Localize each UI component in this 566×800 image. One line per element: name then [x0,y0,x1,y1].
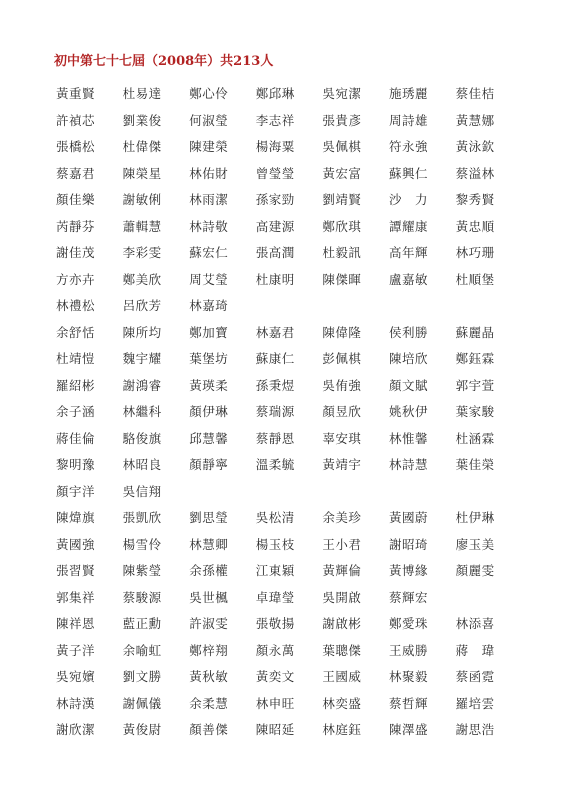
student-name: 林聚毅 [388,669,428,685]
student-name: 黃慧娜 [455,112,495,128]
student-name: 許禎芯 [56,112,96,128]
student-name: 林雨潔 [189,192,229,208]
name-row [56,716,526,743]
student-name: 陳培欣 [388,351,428,367]
student-name: 顏佳樂 [56,192,96,208]
student-name: 蘇宏仁 [189,245,229,261]
student-name: 林昭良 [122,457,162,473]
student-name: 黃博緣 [388,563,428,579]
name-row [56,80,526,107]
student-name: 施琇麗 [388,86,428,102]
student-name: 黃宏富 [322,165,362,181]
name-row [56,319,526,346]
name-row [56,345,526,372]
student-name: 林慧卿 [189,536,229,552]
student-name: 林繼科 [122,404,162,420]
student-name: 蔡瑞源 [255,404,295,420]
student-name: 杜伊琳 [455,510,495,526]
name-row [56,425,526,452]
student-name: 顏文賦 [388,377,428,393]
student-name: 辜安琪 [322,430,362,446]
student-name: 謝欣潔 [56,722,96,738]
name-row [56,531,526,558]
student-name: 顏伊琳 [189,404,229,420]
student-name: 蔡溢林 [455,165,495,181]
student-name: 楊雪伶 [122,536,162,552]
student-name: 謝敏俐 [122,192,162,208]
student-name: 孫家勁 [255,192,295,208]
student-name: 顏靜寧 [189,457,229,473]
student-name: 林添喜 [455,616,495,632]
student-name: 黃國強 [56,536,96,552]
student-name: 蘇康仁 [255,351,295,367]
student-name: 張凱欣 [122,510,162,526]
student-name: 林巧珊 [455,245,495,261]
student-name: 葉聰傑 [322,642,362,658]
student-name: 吳宛潔 [322,86,362,102]
name-row [56,160,526,187]
student-name: 陳澤盛 [388,722,428,738]
student-name: 周艾瑩 [189,271,229,287]
name-group [56,319,526,505]
student-name: 陳紫瑩 [122,563,162,579]
student-name: 余孫權 [189,563,229,579]
student-name: 鄭心伶 [189,86,229,102]
student-name: 林嘉君 [255,324,295,340]
student-name: 黃重賢 [56,86,96,102]
student-name: 蔡嘉君 [56,165,96,181]
name-row [56,690,526,717]
student-name: 藍正勳 [122,616,162,632]
student-name: 李彩雯 [122,245,162,261]
student-name: 杜涵霖 [455,430,495,446]
student-name: 顏麗雯 [455,563,495,579]
student-name: 譚耀康 [388,218,428,234]
student-name: 魏宇耀 [122,351,162,367]
student-name: 陳偉隆 [322,324,362,340]
name-row [56,451,526,478]
student-name: 謝鴻睿 [122,377,162,393]
student-name: 姚秋伊 [388,404,428,420]
student-name: 張敬揚 [255,616,295,632]
student-name: 鄭梓翔 [189,642,229,658]
name-row [56,478,526,505]
name-row [56,133,526,160]
student-name: 林申旺 [255,695,295,711]
student-name: 溫柔毓 [255,457,295,473]
student-name: 陳榮星 [122,165,162,181]
student-name: 鄭鈺霖 [455,351,495,367]
student-name: 黎明豫 [56,457,96,473]
name-group [56,80,526,319]
student-name: 黃忠順 [455,218,495,234]
student-name: 余舒恬 [56,324,96,340]
student-name: 蔡哲輝 [388,695,428,711]
student-name: 杜靖愷 [56,351,96,367]
student-name: 蘇麗晶 [455,324,495,340]
student-name: 張橋松 [56,139,96,155]
student-name: 何淑瑩 [189,112,229,128]
name-row [56,372,526,399]
student-name: 杜毅訊 [322,245,362,261]
student-name: 劉業俊 [122,112,162,128]
student-name: 顏宇洋 [56,483,96,499]
student-name: 方亦卉 [56,271,96,287]
student-name: 符永強 [388,139,428,155]
student-name: 蔣佳倫 [56,430,96,446]
student-name: 鄭加寶 [189,324,229,340]
student-name: 余美珍 [322,510,362,526]
student-name: 林詩漢 [56,695,96,711]
student-name: 吳信翔 [122,483,162,499]
student-name: 黃瑛柔 [189,377,229,393]
student-name: 吳開啟 [322,589,362,605]
student-name: 周詩雄 [388,112,428,128]
student-name: 李志祥 [255,112,295,128]
student-name: 黎秀賢 [455,192,495,208]
student-name: 蔡靜恩 [255,430,295,446]
student-name: 吳侑強 [322,377,362,393]
name-row [56,186,526,213]
name-row [56,557,526,584]
student-name: 杜偉傑 [122,139,162,155]
student-name: 林惟馨 [388,430,428,446]
student-name: 林詩敬 [189,218,229,234]
student-name: 卓瑋瑩 [255,589,295,605]
student-name: 蘇興仁 [388,165,428,181]
student-name: 林嘉琦 [189,298,229,314]
student-name: 黃輝倫 [322,563,362,579]
student-name: 顏善傑 [189,722,229,738]
student-name: 陳建榮 [189,139,229,155]
student-name: 余子涵 [56,404,96,420]
student-name: 鄭美欣 [122,271,162,287]
student-name: 鄭欣琪 [322,218,362,234]
student-name: 林佑財 [189,165,229,181]
page-title: 初中第七十七屆（2008年）共213人 [54,54,274,69]
student-name: 黃國蔚 [388,510,428,526]
student-name: 黃俊尉 [122,722,162,738]
student-name: 余喻虹 [122,642,162,658]
student-name: 林禮松 [56,298,96,314]
student-name: 邱慧馨 [189,430,229,446]
student-name: 呂欣芳 [122,298,162,314]
student-name: 高年輝 [388,245,428,261]
student-name: 顏永萬 [255,642,295,658]
student-name: 楊玉枝 [255,536,295,552]
student-name: 江東穎 [255,563,295,579]
name-row [56,584,526,611]
student-name: 吳松清 [255,510,295,526]
name-row [56,107,526,134]
student-name: 陳煒旗 [56,510,96,526]
student-name: 黃子洋 [56,642,96,658]
student-name: 蕭輯慧 [122,218,162,234]
student-name: 杜順堡 [455,271,495,287]
student-name: 蔣 瑋 [455,642,495,658]
student-name: 蔡函霓 [455,669,495,685]
student-name: 羅紹彬 [56,377,96,393]
student-name: 彭佩棋 [322,351,362,367]
student-name: 郭集祥 [56,589,96,605]
student-name: 謝啟彬 [322,616,362,632]
student-name: 劉靖賢 [322,192,362,208]
student-name: 黃秋敏 [189,669,229,685]
name-row [56,504,526,531]
name-row [56,239,526,266]
student-name: 謝佳茂 [56,245,96,261]
student-name: 鄭愛珠 [388,616,428,632]
student-name: 杜康明 [255,271,295,287]
student-name: 葉堡坊 [189,351,229,367]
student-name: 曾瑩瑩 [255,165,295,181]
student-name: 駱俊旗 [122,430,162,446]
name-row [56,398,526,425]
student-name: 吳世楓 [189,589,229,605]
student-name: 陳所均 [122,324,162,340]
student-name: 葉家駿 [455,404,495,420]
student-name: 沙 力 [388,192,428,208]
student-name: 羅培雲 [455,695,495,711]
student-name: 林奕盛 [322,695,362,711]
student-name: 張高潤 [255,245,295,261]
student-name: 林庭鈺 [322,722,362,738]
student-name: 盧嘉敏 [388,271,428,287]
student-name: 杜易達 [122,86,162,102]
student-name: 蔡輝宏 [388,589,428,605]
student-name: 陳祥恩 [56,616,96,632]
student-name: 顏昱欣 [322,404,362,420]
name-row [56,610,526,637]
student-name: 侯利勝 [388,324,428,340]
student-name: 陳傑暉 [322,271,362,287]
student-name: 黃泳欽 [455,139,495,155]
name-roster [56,80,526,743]
student-name: 黃靖宇 [322,457,362,473]
student-name: 謝思浩 [455,722,495,738]
student-name: 蔡駿源 [122,589,162,605]
name-group [56,610,526,743]
student-name: 王威勝 [388,642,428,658]
student-name: 黃奕文 [255,669,295,685]
student-name: 劉思瑩 [189,510,229,526]
student-name: 余柔慧 [189,695,229,711]
student-name: 吳佩棋 [322,139,362,155]
student-name: 芮靜芬 [56,218,96,234]
student-name: 謝昭琦 [388,536,428,552]
name-row [56,637,526,664]
student-name: 劉文勝 [122,669,162,685]
name-group [56,504,526,610]
student-name: 郭宇萱 [455,377,495,393]
student-name: 高建源 [255,218,295,234]
student-name: 陳昭延 [255,722,295,738]
name-row [56,213,526,240]
student-name: 謝佩儀 [122,695,162,711]
student-name: 吳宛嬪 [56,669,96,685]
name-row [56,663,526,690]
student-name: 鄭邱琳 [255,86,295,102]
student-name: 葉佳榮 [455,457,495,473]
name-row [56,266,526,293]
student-name: 廖玉美 [455,536,495,552]
student-name: 張習賢 [56,563,96,579]
student-name: 楊海粟 [255,139,295,155]
student-name: 張貴彥 [322,112,362,128]
student-name: 王小君 [322,536,362,552]
student-name: 蔡佳桔 [455,86,495,102]
student-name: 王國威 [322,669,362,685]
student-name: 孫秉煜 [255,377,295,393]
name-row [56,292,526,319]
student-name: 許淑雯 [189,616,229,632]
student-name: 林詩慧 [388,457,428,473]
